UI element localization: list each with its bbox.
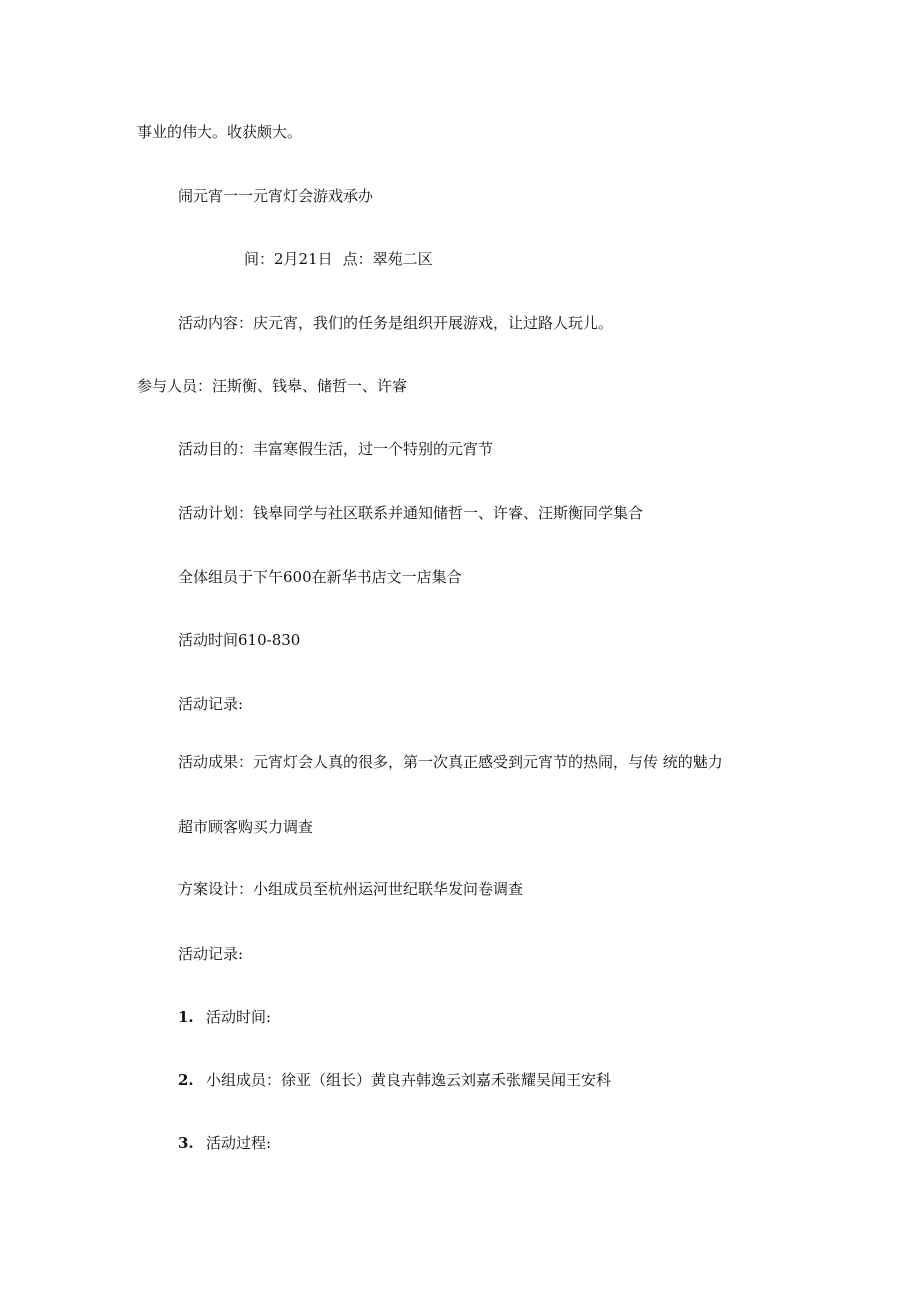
list-item — [178, 1070, 611, 1090]
list-text: 活动过程: — [206, 1134, 272, 1152]
time-line — [244, 249, 433, 269]
paragraph-line: 活动成果：元宵灯会人真的很多，第一次真正感受到元宵节的热闹，与传 统的魅力 — [178, 753, 723, 771]
list-number: 3. — [178, 1134, 194, 1152]
list-text: 小组成员：徐亚（组长）黄良卉韩逸云刘嘉禾张耀吴闻王安科 — [206, 1071, 612, 1089]
place-text: 点：翠苑二区 — [342, 250, 433, 268]
list-number: 1. — [178, 1008, 194, 1026]
paragraph-line: 活动目的：丰富寒假生活，过一个特别的元宵节 — [178, 440, 494, 458]
list-item — [178, 1133, 271, 1153]
paragraph-line: 参与人员：汪斯衡、钱皋、储哲一、许睿 — [137, 377, 408, 395]
paragraph-line: 活动记录: — [178, 695, 244, 713]
paragraph-line: 活动计划：钱皋同学与社区联系并通知储哲一、许睿、汪斯衡同学集合 — [178, 504, 644, 522]
list-text: 活动时间: — [206, 1008, 272, 1026]
paragraph-line: 活动记录: — [178, 945, 244, 963]
time-text: 间：2月21日 — [244, 250, 333, 268]
paragraph-line: 活动内容：庆元宵，我们的任务是组织开展游戏，让过路人玩儿。 — [178, 314, 614, 332]
paragraph-line: 超市顾客购买力调查 — [178, 818, 314, 836]
list-item — [178, 1007, 271, 1027]
paragraph-line: 活动时间610-830 — [178, 631, 301, 649]
paragraph-line: 方案设计：小组成员至杭州运河世纪联华发问卷调查 — [178, 880, 524, 898]
paragraph-line: 闹元宵一一元宵灯会游戏承办 — [178, 187, 374, 205]
paragraph-line: 事业的伟大。收获颇大。 — [137, 123, 303, 141]
paragraph-line: 全体组员于下午600在新华书店文一店集合 — [178, 568, 462, 586]
list-number: 2. — [178, 1071, 194, 1089]
